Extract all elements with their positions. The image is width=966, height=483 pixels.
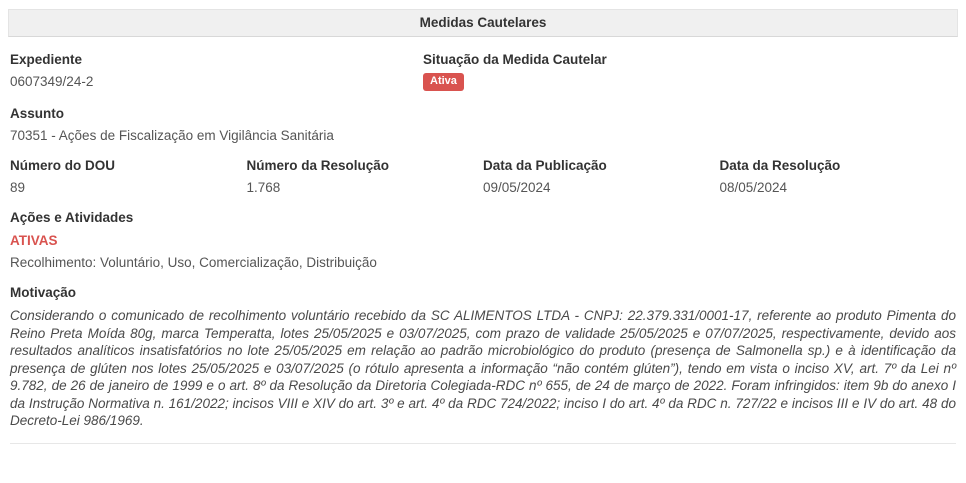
assunto-value: 70351 - Ações de Fiscalização em Vigilância Sanitária (10, 128, 334, 143)
motivacao-text: Considerando o comunicado de recolhimento voluntário recebido da SC ALIMENTOS LTDA - CNPJ: 22.379.331/0001-17, referente ao produto Pimenta do Reino Preta Moída 80g, marca Temperatta, lotes 25/05/2025 e 03/07/2025, com prazo de validade 25/05/2025 e 07/07/2025, respectivamente, devido aos resultados analíticos insatisfatórios no lote 25/05/2025 em relação ao padrão microbiológico do produto (presença de Salmonella sp.) e à identificação da presença de glúten nos lotes 25/05/2025 e 03/07/2025 (o rótulo apresenta a informação “não contém glúten”), tendo em vista o inciso XV, art. 7º da Lei nº 9.782, de 26 de janeiro de 1999 e o art. 8º da Resolução da Diretoria Colegiada-RDC nº 655, de 24 de março de 2022. Foram infringidos: item 9b do anexo I da Instrução Normativa n. 161/2022; incisos VIII e XIV do art. 3º e art. 4º da RDC 724/2022; inciso I do art. 4º da RDC n. 727/22 e incisos III e IV do art. 48 do Decreto-Lei 986/1969. (10, 308, 956, 428)
acoes-atividades-status: ATIVAS (10, 233, 58, 248)
panel-title: Medidas Cautelares (8, 9, 958, 37)
data-publicacao-label: Data da Publicação (483, 158, 607, 173)
acoes-atividades-label: Ações e Atividades (10, 210, 134, 225)
data-publicacao-value: 09/05/2024 (483, 180, 551, 195)
acoes-atividades-value: Recolhimento: Voluntário, Uso, Comercialização, Distribuição (10, 255, 377, 270)
numero-dou-label: Número do DOU (10, 158, 116, 173)
situacao-label: Situação da Medida Cautelar (423, 52, 607, 67)
panel-content (8, 37, 958, 444)
expediente-value: 0607349/24-2 (10, 74, 94, 89)
assunto-label: Assunto (10, 106, 64, 121)
numero-resolucao-value: 1.768 (246, 180, 281, 195)
motivacao-label: Motivação (10, 285, 77, 300)
field-data-resolucao (720, 158, 957, 195)
numero-resolucao-label: Número da Resolução (246, 158, 390, 173)
row-expediente-situacao (10, 37, 956, 91)
field-numero-resolucao (247, 158, 484, 195)
field-assunto (10, 106, 956, 143)
data-resolucao-value: 08/05/2024 (719, 180, 788, 195)
field-expediente (10, 52, 423, 91)
row-dou-resolucao-datas (10, 143, 956, 195)
field-numero-dou (10, 158, 247, 195)
status-badge: Ativa (423, 73, 464, 91)
numero-dou-value: 89 (10, 180, 26, 195)
bottom-divider (10, 443, 956, 444)
field-data-publicacao (483, 158, 720, 195)
data-resolucao-label: Data da Resolução (719, 158, 841, 173)
field-motivacao (10, 285, 956, 430)
field-situacao (423, 52, 956, 91)
expediente-label: Expediente (10, 52, 83, 67)
field-acoes-atividades (10, 210, 956, 270)
